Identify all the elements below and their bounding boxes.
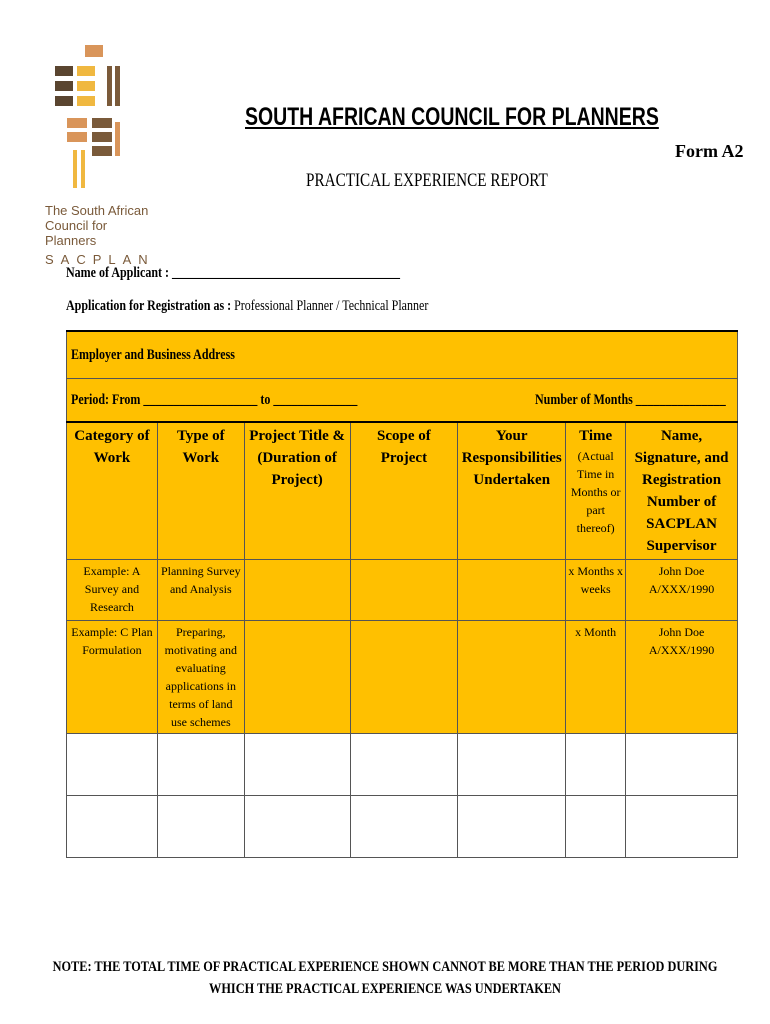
blank-cell[interactable]	[458, 796, 566, 858]
employer-address-field[interactable]: Employer and Business Address	[67, 331, 738, 379]
blank-row	[67, 734, 738, 796]
blank-cell[interactable]	[350, 796, 458, 858]
months-text[interactable]: Number of Months _______________	[534, 392, 726, 408]
blank-cell[interactable]	[350, 734, 458, 796]
header-scope: Scope of Project	[350, 422, 458, 560]
cell-scope[interactable]	[350, 621, 458, 734]
cell-type: Planning Survey and Analysis	[157, 560, 244, 621]
report-title	[306, 170, 608, 192]
page-title: SOUTH AFRICAN COUNCIL FOR PLANNERS	[245, 103, 659, 131]
blank-cell[interactable]	[157, 796, 244, 858]
cell-scope[interactable]	[350, 560, 458, 621]
header-supervisor: Name, Signature, and Registration Number of SACPLAN Supervisor	[626, 422, 738, 560]
applicant-blank[interactable]: ______________________________________	[172, 265, 400, 281]
blank-cell[interactable]	[157, 734, 244, 796]
cell-type: Preparing, motivating and evaluating applications in terms of land use schemes	[157, 621, 244, 734]
cell-category: Example: C Plan Formulation	[67, 621, 158, 734]
blank-cell[interactable]	[67, 796, 158, 858]
note-text: NOTE: THE TOTAL TIME OF PRACTICAL EXPERIENCE SHOWN CANNOT BE MORE THAN THE PERIOD DURING WHICH THE PRACTICAL EXPERIENCE WAS UNDERTAKEN	[52, 959, 718, 997]
sacplan-logo	[45, 42, 155, 267]
cell-title[interactable]	[244, 560, 350, 621]
registration-line	[66, 298, 519, 315]
logo-abbr: SACPLAN	[45, 252, 155, 267]
cell-title[interactable]	[244, 621, 350, 734]
table-row	[67, 621, 738, 734]
blank-cell[interactable]	[566, 796, 626, 858]
header-category: Category of Work	[67, 422, 158, 560]
blank-cell[interactable]	[458, 734, 566, 796]
table-header-row	[67, 422, 738, 560]
logo-mark-icon	[45, 42, 155, 192]
header-time-label: Time	[579, 428, 613, 444]
cell-responsibilities[interactable]	[458, 560, 566, 621]
blank-cell[interactable]	[626, 796, 738, 858]
form-number: Form A2	[675, 141, 744, 161]
blank-cell[interactable]	[244, 796, 350, 858]
cell-time: x Month	[566, 621, 626, 734]
registration-value: Professional Planner / Technical Planner	[234, 298, 429, 314]
period-field[interactable]	[67, 379, 738, 423]
header-title: Project Title & (Duration of Project)	[244, 422, 350, 560]
cell-category: Example: A Survey and Research	[67, 560, 158, 621]
registration-label: Application for Registration as :	[66, 298, 232, 314]
header-responsibilities: Your Responsibilities Undertaken	[458, 422, 566, 560]
applicant-name-field[interactable]	[66, 265, 484, 282]
blank-row	[67, 796, 738, 858]
applicant-label: Name of Applicant :	[66, 265, 169, 281]
cell-time: x Months x weeks	[566, 560, 626, 621]
header-time	[566, 422, 626, 560]
blank-cell[interactable]	[67, 734, 158, 796]
period-text[interactable]: Period: From ___________________ to ______________	[71, 392, 358, 408]
header-time-note: (Actual Time in Months or part thereof)	[570, 449, 621, 535]
report-title-text: PRACTICAL EXPERIENCE REPORT	[306, 170, 548, 191]
logo-text-line2: Council for Planners	[45, 218, 108, 248]
table-row	[67, 560, 738, 621]
experience-table	[66, 330, 738, 858]
blank-cell[interactable]	[566, 734, 626, 796]
cell-supervisor: John Doe A/XXX/1990	[626, 560, 738, 621]
blank-cell[interactable]	[244, 734, 350, 796]
cell-responsibilities[interactable]	[458, 621, 566, 734]
header-type: Type of Work	[157, 422, 244, 560]
cell-supervisor: John Doe A/XXX/1990	[626, 621, 738, 734]
logo-text-line1: The South African	[45, 203, 149, 218]
blank-cell[interactable]	[626, 734, 738, 796]
